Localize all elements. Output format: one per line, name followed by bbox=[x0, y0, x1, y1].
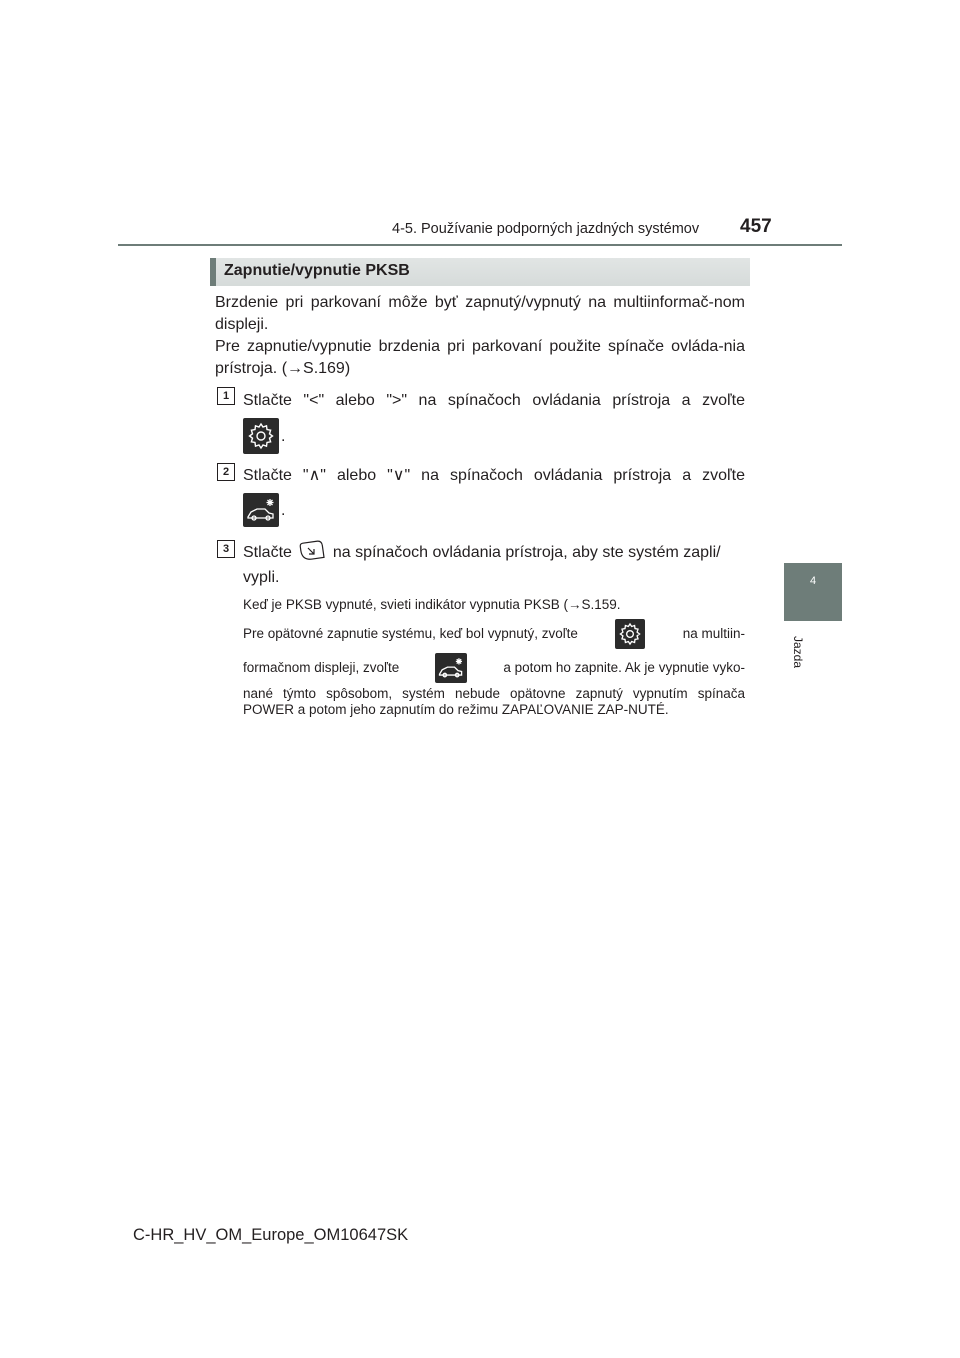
settings-gear-icon bbox=[243, 418, 279, 454]
section-heading-accent bbox=[210, 258, 216, 286]
step-2-number: 2 bbox=[217, 463, 235, 481]
step-3-after: na spínačoch ovládania prístroja, aby ste systém zapli/ bbox=[332, 544, 721, 562]
note-3-text-a: formačnom displeji, zvoľte bbox=[243, 660, 400, 675]
pksb-car-icon bbox=[243, 493, 279, 527]
ok-button-icon bbox=[298, 537, 326, 565]
step-1-text: Stlačte "<" alebo ">" na spínačoch ovládania prístroja a zvoľte bbox=[243, 392, 745, 409]
note-3-line-1 bbox=[243, 653, 745, 683]
chapter-label bbox=[791, 636, 805, 696]
section-title: Zapnutie/vypnutie PKSB bbox=[224, 262, 410, 279]
intro-paragraph-2: Pre zapnutie/vypnutie brzdenia pri parkovaní použite spínače ovláda-nia prístroja. (→S.169) bbox=[215, 338, 745, 377]
note-1: Keď je PKSB vypnuté, svieti indikátor vypnutia PKSB (→S.159. bbox=[243, 597, 621, 612]
intro-paragraph-1: Brzdenie pri parkovaní môže byť zapnutý/vypnutý na multiinformač-nom displeji. bbox=[215, 294, 745, 333]
note-2-line-1 bbox=[243, 619, 745, 649]
step-3-number: 3 bbox=[217, 540, 235, 558]
step-3-before: Stlačte bbox=[243, 544, 292, 562]
page-number: 457 bbox=[740, 216, 772, 237]
settings-gear-icon bbox=[615, 619, 645, 649]
step-3-line-2: vypli. bbox=[243, 569, 280, 586]
footer-doc-id: C-HR_HV_OM_Europe_OM10647SK bbox=[133, 1226, 409, 1244]
step-2-suffix: . bbox=[281, 502, 286, 519]
chapter-label-text: Jazda bbox=[791, 636, 805, 669]
note-2-text-b: na multiin- bbox=[682, 626, 745, 641]
step-2-text: Stlačte "∧" alebo "∨" na spínačoch ovládania prístroja a zvoľte bbox=[243, 467, 745, 484]
chapter-number: 4 bbox=[809, 575, 817, 587]
step-1-suffix: . bbox=[281, 428, 286, 445]
pksb-car-icon bbox=[435, 653, 467, 683]
step-1-number: 1 bbox=[217, 387, 235, 405]
step-3-line-1 bbox=[243, 541, 721, 565]
chapter-tab bbox=[784, 563, 842, 621]
note-2-text-a: Pre opätovné zapnutie systému, keď bol vypnutý, zvoľte bbox=[243, 626, 578, 641]
note-4: nané týmto spôsobom, systém nebude opätovne zapnutý vypnutím spínača POWER a potom jeho zapnutím do režimu ZAPAĽOVANIE ZAP-NUTÉ. bbox=[243, 686, 745, 717]
header-rule bbox=[118, 244, 842, 246]
header-section-title: 4-5. Používanie podporných jazdných systémov bbox=[392, 221, 700, 237]
note-3-text-b: a potom ho zapnite. Ak je vypnutie vyko- bbox=[503, 660, 745, 675]
